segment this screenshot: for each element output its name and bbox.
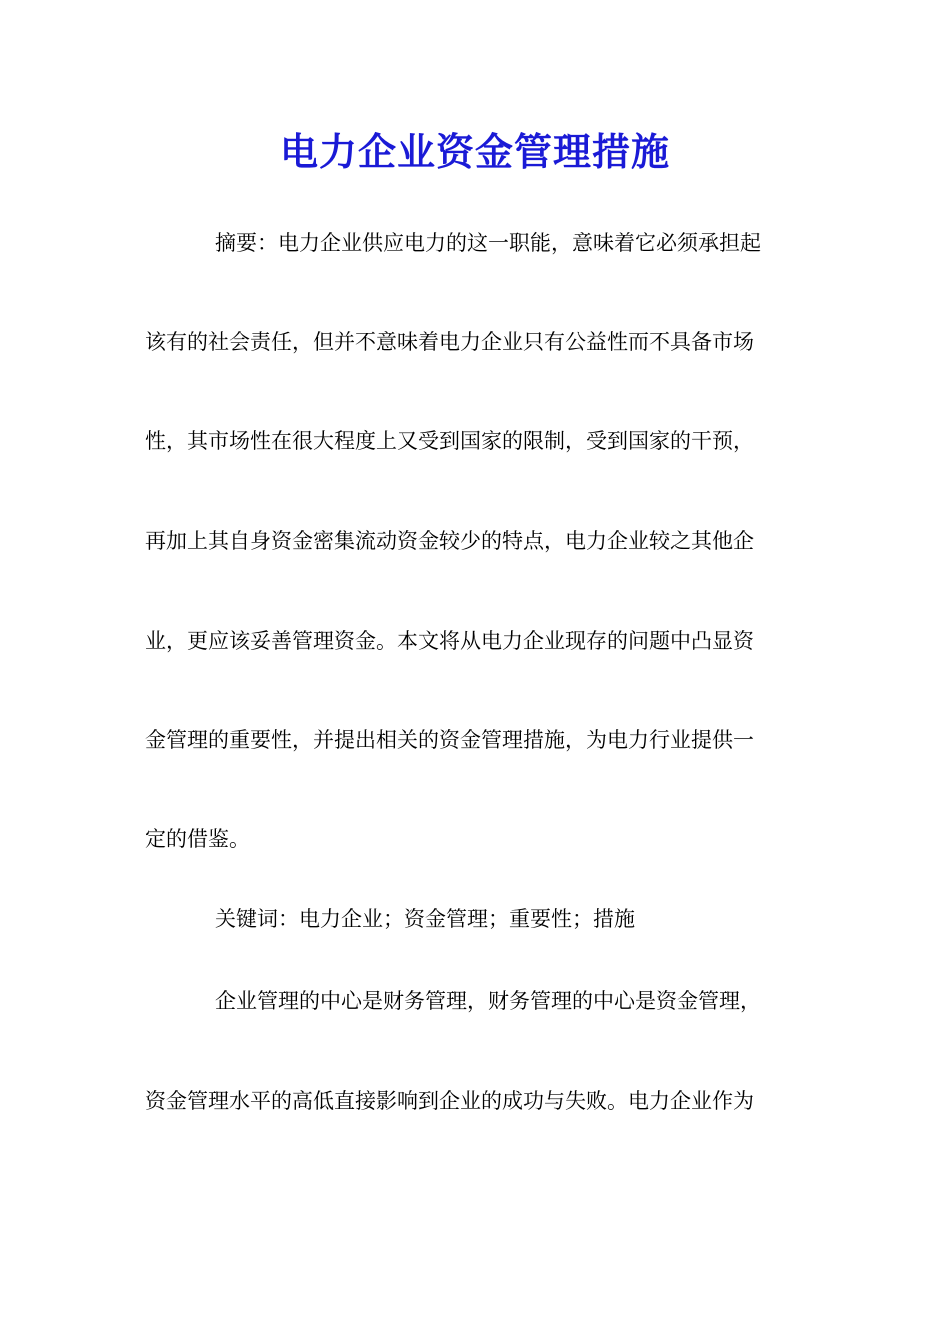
document-title: 电力企业资金管理措施 xyxy=(279,129,670,174)
abstract-line: 摘要：电力企业供应电力的这一职能，意味着它必须承担起 xyxy=(215,231,761,255)
abstract-line: 业，更应该妥善管理资金。本文将从电力企业现存的问题中凸显资 xyxy=(145,629,754,653)
abstract-line: 该有的社会责任，但并不意味着电力企业只有公益性而不具备市场 xyxy=(145,330,754,354)
keywords-line: 关键词：电力企业；资金管理；重要性；措施 xyxy=(215,907,635,931)
abstract-line: 性，其市场性在很大程度上又受到国家的限制，受到国家的干预， xyxy=(145,429,754,453)
abstract-line: 金管理的重要性，并提出相关的资金管理措施，为电力行业提供一 xyxy=(145,728,754,752)
abstract-line: 再加上其自身资金密集流动资金较少的特点，电力企业较之其他企 xyxy=(145,529,754,553)
abstract-line: 定的借鉴。 xyxy=(145,827,250,851)
body-line: 企业管理的中心是财务管理，财务管理的中心是资金管理， xyxy=(215,989,761,1013)
body-line: 资金管理水平的高低直接影响到企业的成功与失败。电力企业作为 xyxy=(145,1089,754,1113)
